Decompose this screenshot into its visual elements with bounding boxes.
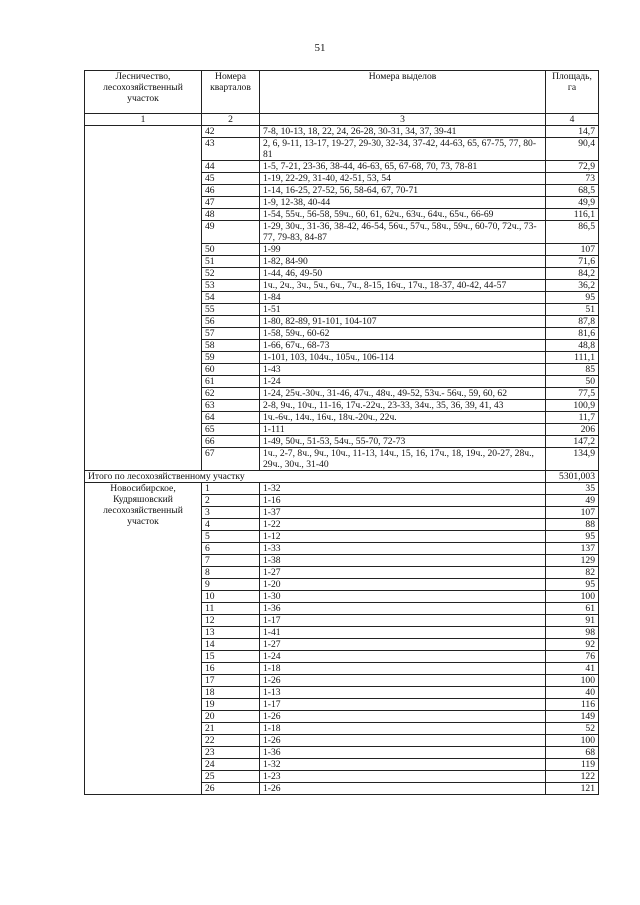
plot-numbers: 1ч., 2-7, 8ч., 9ч., 10ч., 11-13, 14ч., 15, 16, 17ч., 18, 19ч., 20-27, 28ч., 29ч., 30ч., 31-40	[260, 448, 546, 471]
plot-numbers: 1-26	[260, 675, 546, 687]
plot-numbers: 1-26	[260, 711, 546, 723]
plot-numbers: 1-26	[260, 783, 546, 795]
subtotal-row	[85, 471, 599, 483]
area-value: 134,9	[546, 448, 599, 471]
quarter-number: 65	[202, 424, 260, 436]
quarter-number: 6	[202, 543, 260, 555]
plot-numbers: 1-82, 84-90	[260, 256, 546, 268]
plot-numbers: 1-36	[260, 747, 546, 759]
plot-numbers: 1-12	[260, 531, 546, 543]
plot-numbers: 1-80, 82-89, 91-101, 104-107	[260, 316, 546, 328]
area-value: 137	[546, 543, 599, 555]
area-value: 111,1	[546, 352, 599, 364]
plot-numbers: 1-111	[260, 424, 546, 436]
quarter-number: 56	[202, 316, 260, 328]
quarter-number: 24	[202, 759, 260, 771]
quarter-number: 64	[202, 412, 260, 424]
area-value: 49,9	[546, 197, 599, 209]
plot-numbers: 1-49, 50ч., 51-53, 54ч., 55-70, 72-73	[260, 436, 546, 448]
area-value: 36,2	[546, 280, 599, 292]
plot-numbers: 1-33	[260, 543, 546, 555]
area-value: 122	[546, 771, 599, 783]
plot-numbers: 1-54, 55ч., 56-58, 59ч., 60, 61, 62ч., 63ч., 64ч., 65ч., 66-69	[260, 209, 546, 221]
area-value: 91	[546, 615, 599, 627]
area-value: 90,4	[546, 138, 599, 161]
quarter-number: 5	[202, 531, 260, 543]
quarter-number: 49	[202, 221, 260, 244]
quarter-number: 51	[202, 256, 260, 268]
section-name: Новосибирское, Кудряшовский лесохозяйственный участок	[85, 483, 202, 795]
quarter-number: 52	[202, 268, 260, 280]
quarter-number: 1	[202, 483, 260, 495]
plot-numbers: 1ч., 2ч., 3ч., 5ч., 6ч., 7ч., 8-15, 16ч., 17ч., 18-37, 40-42, 44-57	[260, 280, 546, 292]
area-value: 71,6	[546, 256, 599, 268]
allotment-table	[84, 70, 599, 795]
subtotal-area: 5301,003	[546, 471, 599, 483]
area-value: 35	[546, 483, 599, 495]
header-forestry: Лесничество, лесохозяйственный участок	[85, 71, 202, 114]
quarter-number: 47	[202, 197, 260, 209]
area-value: 129	[546, 555, 599, 567]
plot-numbers: 1-26	[260, 735, 546, 747]
column-number: 3	[260, 114, 546, 126]
area-value: 51	[546, 304, 599, 316]
plot-numbers: 1-22	[260, 519, 546, 531]
plot-numbers: 1-30	[260, 591, 546, 603]
quarter-number: 4	[202, 519, 260, 531]
plot-numbers: 1-24	[260, 651, 546, 663]
section-cell-empty	[85, 126, 202, 471]
plot-numbers: 1-44, 46, 49-50	[260, 268, 546, 280]
table-row	[85, 126, 599, 138]
quarter-number: 25	[202, 771, 260, 783]
area-value: 68,5	[546, 185, 599, 197]
page-number: 51	[314, 42, 326, 54]
plot-numbers: 1-24, 25ч.-30ч., 31-46, 47ч., 48ч., 49-52, 53ч.- 56ч., 59, 60, 62	[260, 388, 546, 400]
subtotal-label: Итого по лесохозяйственному участку	[85, 471, 546, 483]
quarter-number: 57	[202, 328, 260, 340]
quarter-number: 10	[202, 591, 260, 603]
area-value: 95	[546, 579, 599, 591]
plot-numbers: 1-23	[260, 771, 546, 783]
plot-numbers: 1-32	[260, 759, 546, 771]
plot-numbers: 1-66, 67ч., 68-73	[260, 340, 546, 352]
area-value: 68	[546, 747, 599, 759]
plot-numbers: 1-58, 59ч., 60-62	[260, 328, 546, 340]
area-value: 100	[546, 591, 599, 603]
quarter-number: 8	[202, 567, 260, 579]
plot-numbers: 1-20	[260, 579, 546, 591]
area-value: 88	[546, 519, 599, 531]
area-value: 116,1	[546, 209, 599, 221]
plot-numbers: 7-8, 10-13, 18, 22, 24, 26-28, 30-31, 34, 37, 39-41	[260, 126, 546, 138]
quarter-number: 54	[202, 292, 260, 304]
quarter-number: 2	[202, 495, 260, 507]
plot-numbers: 1-84	[260, 292, 546, 304]
quarter-number: 61	[202, 376, 260, 388]
quarter-number: 21	[202, 723, 260, 735]
plot-numbers: 2, 6, 9-11, 13-17, 19-27, 29-30, 32-34, 37-42, 44-63, 65, 67-75, 77, 80-81	[260, 138, 546, 161]
plot-numbers: 1-14, 16-25, 27-52, 56, 58-64, 67, 70-71	[260, 185, 546, 197]
quarter-number: 20	[202, 711, 260, 723]
plot-numbers: 1-16	[260, 495, 546, 507]
area-value: 86,5	[546, 221, 599, 244]
plot-numbers: 1-41	[260, 627, 546, 639]
column-number: 1	[85, 114, 202, 126]
quarter-number: 26	[202, 783, 260, 795]
area-value: 119	[546, 759, 599, 771]
plot-numbers: 1-27	[260, 567, 546, 579]
area-value: 48,8	[546, 340, 599, 352]
quarter-number: 15	[202, 651, 260, 663]
area-value: 147,2	[546, 436, 599, 448]
area-value: 116	[546, 699, 599, 711]
plot-numbers: 1-29, 30ч., 31-36, 38-42, 46-54, 56ч., 57ч., 58ч., 59ч., 60-70, 72ч., 73-77, 79-83, 84-87	[260, 221, 546, 244]
area-value: 72,9	[546, 161, 599, 173]
area-value: 11,7	[546, 412, 599, 424]
table-row	[85, 483, 599, 495]
plot-numbers: 1-43	[260, 364, 546, 376]
area-value: 92	[546, 639, 599, 651]
quarter-number: 3	[202, 507, 260, 519]
quarter-number: 7	[202, 555, 260, 567]
area-value: 41	[546, 663, 599, 675]
area-value: 61	[546, 603, 599, 615]
quarter-number: 63	[202, 400, 260, 412]
quarter-number: 19	[202, 699, 260, 711]
plot-numbers: 2-8, 9ч., 10ч., 11-16, 17ч.-22ч., 23-33, 34ч., 35, 36, 39, 41, 43	[260, 400, 546, 412]
area-value: 100	[546, 735, 599, 747]
area-value: 100	[546, 675, 599, 687]
area-value: 77,5	[546, 388, 599, 400]
area-value: 98	[546, 627, 599, 639]
quarter-number: 23	[202, 747, 260, 759]
plot-numbers: 1-99	[260, 244, 546, 256]
column-number: 4	[546, 114, 599, 126]
area-value: 14,7	[546, 126, 599, 138]
quarter-number: 12	[202, 615, 260, 627]
quarter-number: 48	[202, 209, 260, 221]
quarter-number: 58	[202, 340, 260, 352]
plot-numbers: 1-17	[260, 615, 546, 627]
plot-numbers: 1-37	[260, 507, 546, 519]
area-value: 84,2	[546, 268, 599, 280]
quarter-number: 22	[202, 735, 260, 747]
area-value: 206	[546, 424, 599, 436]
quarter-number: 59	[202, 352, 260, 364]
area-value: 100,9	[546, 400, 599, 412]
header-quarters: Номера кварталов	[202, 71, 260, 114]
area-value: 121	[546, 783, 599, 795]
area-value: 87,8	[546, 316, 599, 328]
plot-numbers: 1-38	[260, 555, 546, 567]
plot-numbers: 1-5, 7-21, 23-36, 38-44, 46-63, 65, 67-68, 70, 73, 78-81	[260, 161, 546, 173]
column-number: 2	[202, 114, 260, 126]
area-value: 49	[546, 495, 599, 507]
plot-numbers: 1-24	[260, 376, 546, 388]
header-plots: Номера выделов	[260, 71, 546, 114]
area-value: 149	[546, 711, 599, 723]
quarter-number: 43	[202, 138, 260, 161]
area-value: 76	[546, 651, 599, 663]
area-value: 73	[546, 173, 599, 185]
area-value: 52	[546, 723, 599, 735]
plot-numbers: 1-51	[260, 304, 546, 316]
quarter-number: 18	[202, 687, 260, 699]
quarter-number: 62	[202, 388, 260, 400]
plot-numbers: 1-13	[260, 687, 546, 699]
plot-numbers: 1-36	[260, 603, 546, 615]
quarter-number: 50	[202, 244, 260, 256]
area-value: 40	[546, 687, 599, 699]
quarter-number: 13	[202, 627, 260, 639]
quarter-number: 11	[202, 603, 260, 615]
quarter-number: 66	[202, 436, 260, 448]
plot-numbers: 1-9, 12-38, 40-44	[260, 197, 546, 209]
area-value: 50	[546, 376, 599, 388]
area-value: 81,6	[546, 328, 599, 340]
quarter-number: 46	[202, 185, 260, 197]
plot-numbers: 1-101, 103, 104ч., 105ч., 106-114	[260, 352, 546, 364]
plot-numbers: 1-32	[260, 483, 546, 495]
plot-numbers: 1ч.-6ч., 14ч., 16ч., 18ч.-20ч., 22ч.	[260, 412, 546, 424]
quarter-number: 55	[202, 304, 260, 316]
quarter-number: 53	[202, 280, 260, 292]
quarter-number: 60	[202, 364, 260, 376]
quarter-number: 17	[202, 675, 260, 687]
plot-numbers: 1-19, 22-29, 31-40, 42-51, 53, 54	[260, 173, 546, 185]
quarter-number: 44	[202, 161, 260, 173]
plot-numbers: 1-18	[260, 723, 546, 735]
area-value: 95	[546, 292, 599, 304]
plot-numbers: 1-18	[260, 663, 546, 675]
quarter-number: 45	[202, 173, 260, 185]
quarter-number: 14	[202, 639, 260, 651]
area-value: 85	[546, 364, 599, 376]
header-row	[85, 71, 599, 114]
quarter-number: 42	[202, 126, 260, 138]
quarter-number: 16	[202, 663, 260, 675]
plot-numbers: 1-27	[260, 639, 546, 651]
quarter-number: 67	[202, 448, 260, 471]
area-value: 107	[546, 507, 599, 519]
area-value: 107	[546, 244, 599, 256]
column-number-row	[85, 114, 599, 126]
quarter-number: 9	[202, 579, 260, 591]
plot-numbers: 1-17	[260, 699, 546, 711]
area-value: 95	[546, 531, 599, 543]
area-value: 82	[546, 567, 599, 579]
header-area: Площадь, га	[546, 71, 599, 114]
